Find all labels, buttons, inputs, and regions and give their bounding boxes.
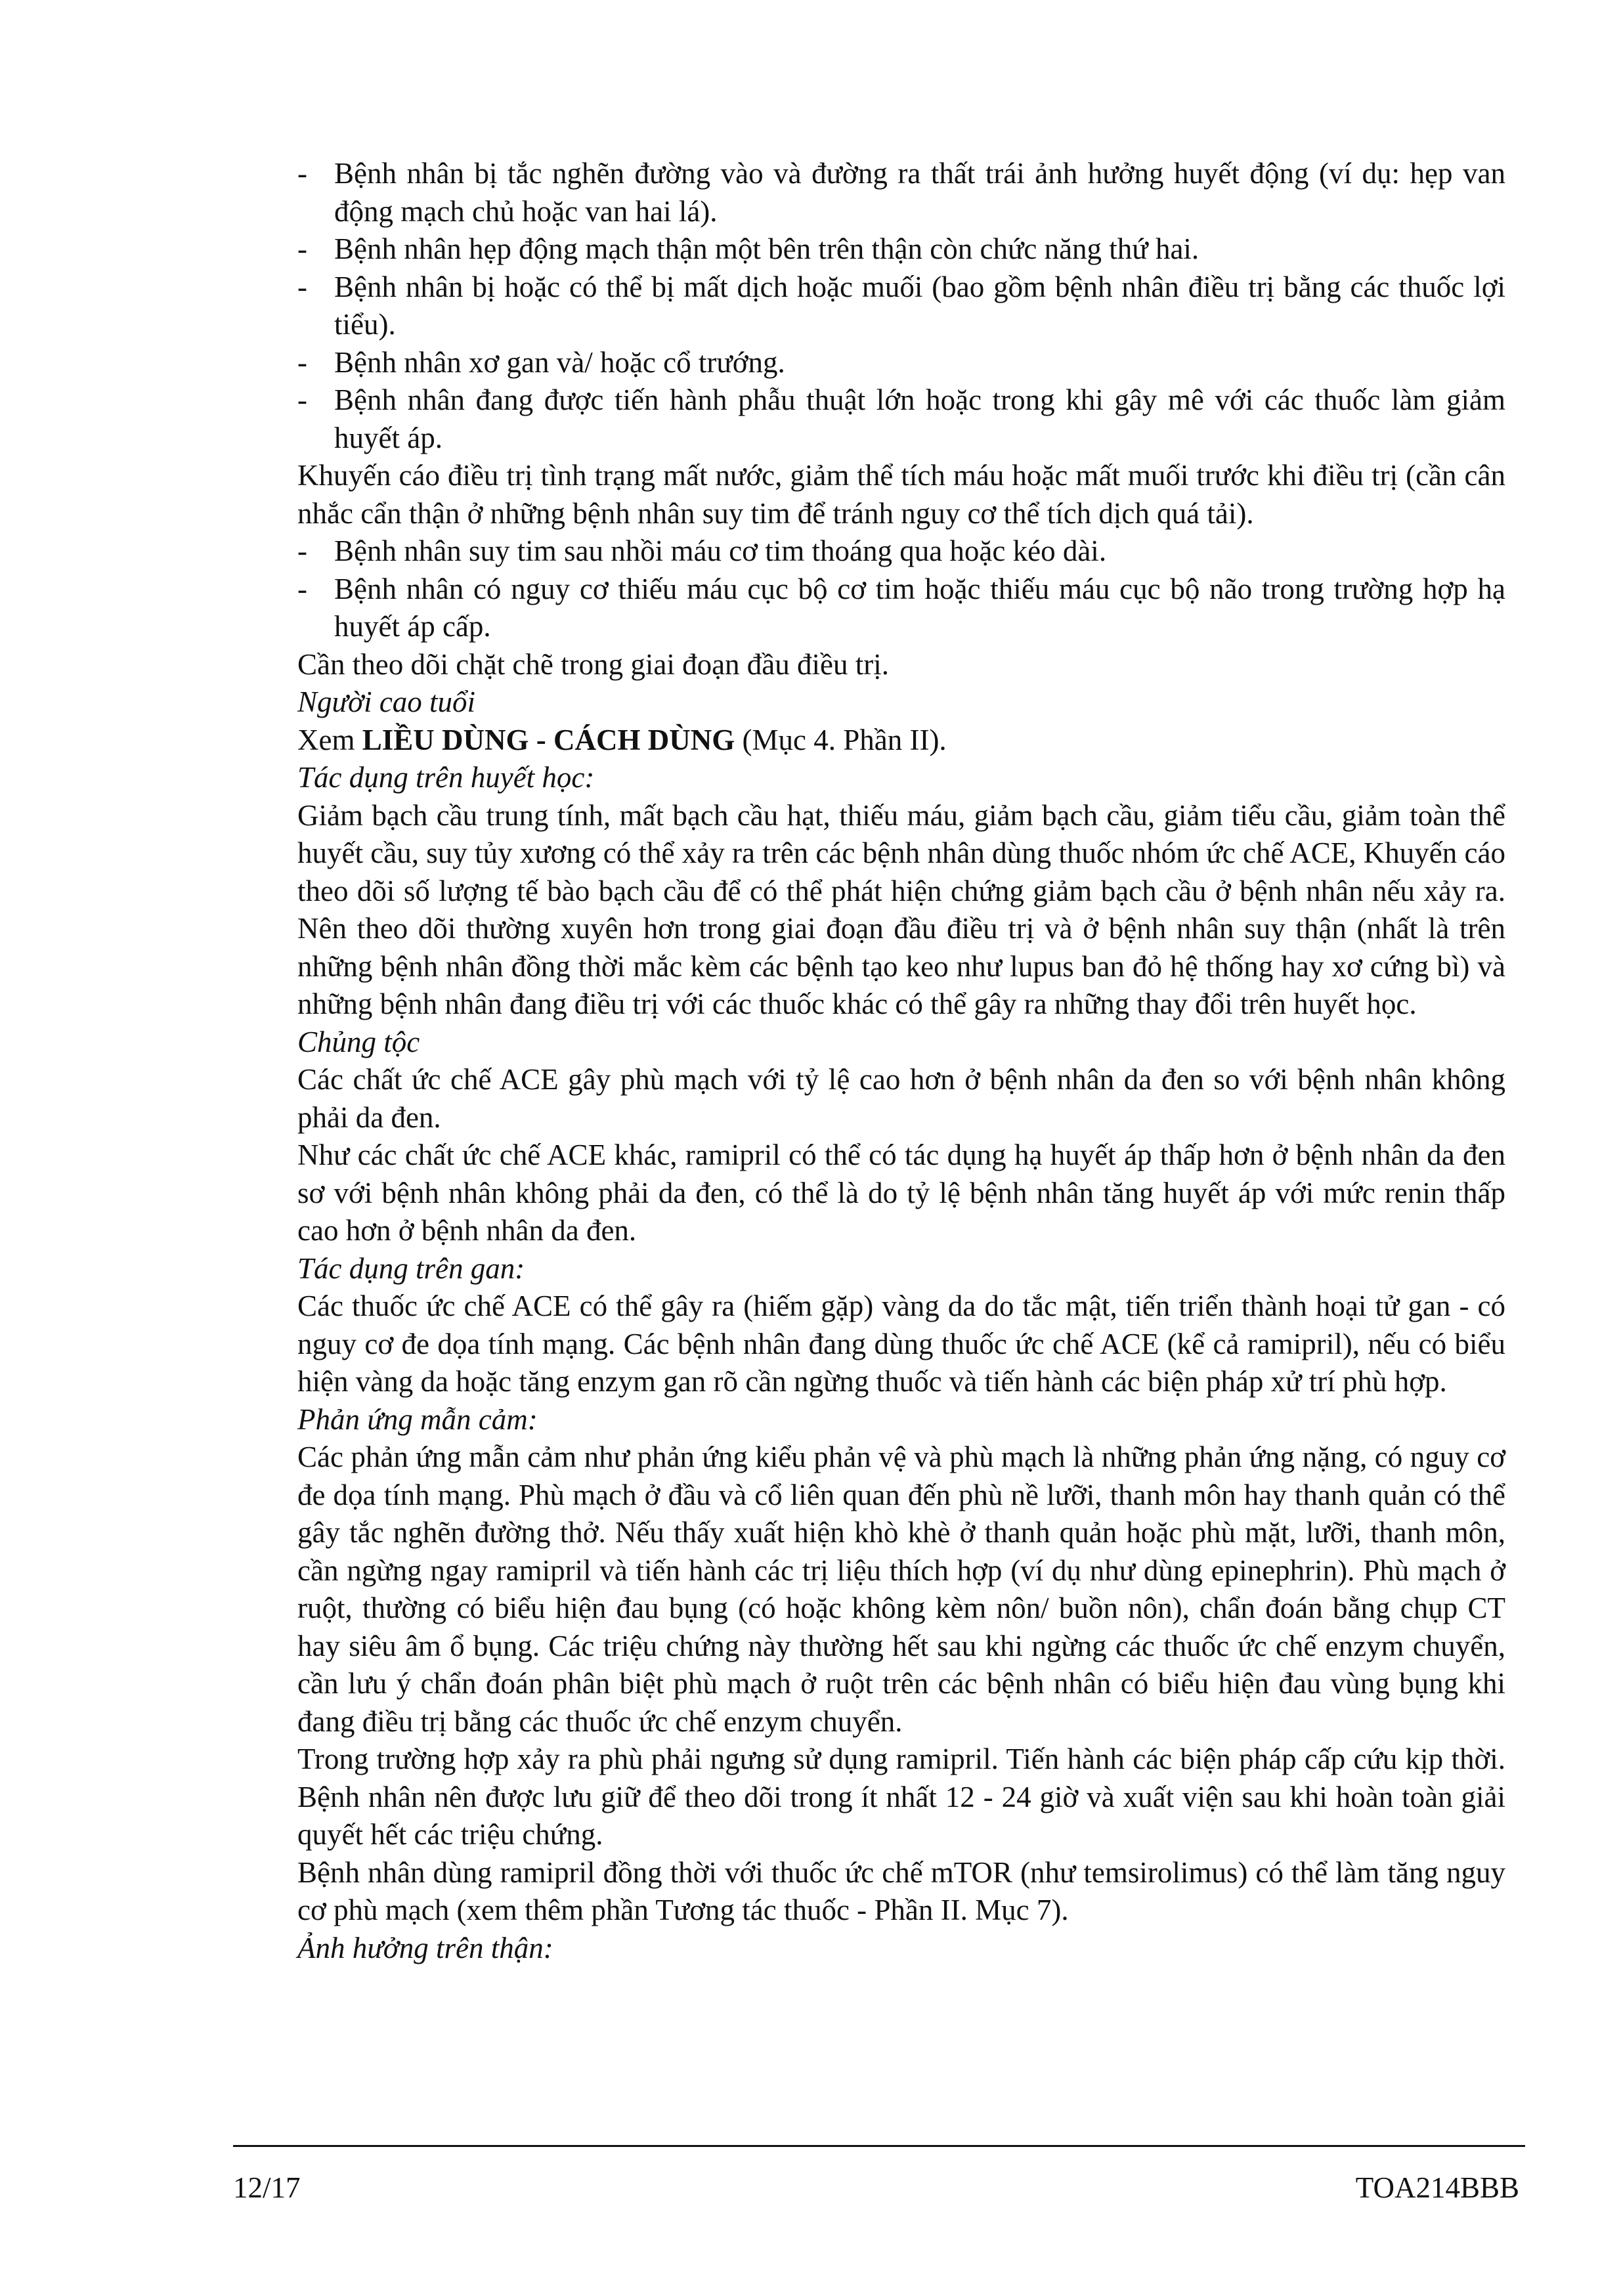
paragraph: Giảm bạch cầu trung tính, mất bạch cầu hạt, thiếu máu, giảm bạch cầu, giảm tiểu cầu, giảm toàn thể huyết cầu, suy tủy xương có thể xảy ra trên các bệnh nhân dùng thuốc nhóm ức chế ACE, Khuyến cáo theo dõi số lượng tế bào bạch cầu để có thể phát hiện chứng giảm bạch cầu ở bệnh nhân nếu xảy ra. Nên theo dõi thường xuyên hơn trong giai đoạn đầu điều trị và ở bệnh nhân suy thận (nhất là trên những bệnh nhân đồng thời mắc kèm các bệnh tạo keo như lupus ban đỏ hệ thống hay xơ cứng bì) và những bệnh nhân đang điều trị với các thuốc khác có thể gây ra những thay đổi trên huyết học. [297, 798, 1505, 1020]
section-heading-elderly: Người cao tuổi [297, 685, 476, 718]
bullet-dash: - [297, 383, 307, 416]
bullet-dash: - [297, 157, 307, 190]
section-heading-kidney: Ảnh hưởng trên thận: [297, 1931, 553, 1964]
bullet-dash: - [297, 232, 307, 265]
list-item [297, 230, 1505, 269]
paragraph-dosage-reference [297, 722, 1505, 760]
list-item [297, 381, 1505, 457]
list-item [297, 155, 1505, 230]
paragraph: Các phản ứng mẫn cảm như phản ứng kiểu phản vệ và phù mạch là những phản ứng nặng, có nguy cơ đe dọa tính mạng. Phù mạch ở đầu và cổ liên quan đến phù nề lưỡi, thanh môn hay thanh quản có thể gây tắc nghẽn đường thở. Nếu thấy xuất hiện khò khè ở thanh quản hoặc phù mặt, lưỡi, thanh môn, cần ngừng ngay ramipril và tiến hành các trị liệu thích hợp (ví dụ như dùng epinephrin). Phù mạch ở ruột, thường có biểu hiện đau bụng (có hoặc không kèm nôn/ buồn nôn), chẩn đoán bằng chụp CT hay siêu âm ổ bụng. Các triệu chứng này thường hết sau khi ngừng các thuốc ức chế enzym chuyển, cần lưu ý chẩn đoán phân biệt phù mạch ở ruột trên các bệnh nhân có biểu hiện đau vùng bụng khi đang điều trị bằng các thuốc ức chế enzym chuyển. [297, 1440, 1505, 1738]
document-body [297, 155, 1505, 1967]
paragraph-text: (Mục 4. Phần II). [735, 723, 947, 756]
document-code: TOA214BBB [1355, 2171, 1519, 2204]
list-item-text: Bệnh nhân suy tim sau nhồi máu cơ tim thoáng qua hoặc kéo dài. [334, 534, 1107, 567]
bullet-dash: - [297, 345, 307, 379]
list-item [297, 344, 1505, 382]
list-item-text: Bệnh nhân bị tắc nghẽn đường vào và đường ra thất trái ảnh hưởng huyết động (ví dụ: hẹp van động mạch chủ hoặc van hai lá). [334, 157, 1505, 228]
paragraph-text: Xem [297, 723, 362, 756]
list-item-text: Bệnh nhân hẹp động mạch thận một bên trên thận còn chức năng thứ hai. [334, 232, 1200, 265]
paragraph: Như các chất ức chế ACE khác, ramipril có thể có tác dụng hạ huyết áp thấp hơn ở bệnh nhân da đen sơ với bệnh nhân không phải da đen, có thể là do tỷ lệ bệnh nhân tăng huyết áp với mức renin thấp cao hơn ở bệnh nhân da đen. [297, 1138, 1505, 1247]
paragraph: Trong trường hợp xảy ra phù phải ngưng sử dụng ramipril. Tiến hành các biện pháp cấp cứu kịp thời. Bệnh nhân nên được lưu giữ để theo dõi trong ít nhất 12 - 24 giờ và xuất viện sau khi hoàn toàn giải quyết hết các triệu chứng. [297, 1743, 1505, 1851]
list-item-text: Bệnh nhân bị hoặc có thể bị mất dịch hoặc muối (bao gồm bệnh nhân điều trị bằng các thuốc lợi tiểu). [334, 270, 1505, 341]
list-item-text: Bệnh nhân có nguy cơ thiếu máu cục bộ cơ tim hoặc thiếu máu cục bộ não trong trường hợp hạ huyết áp cấp. [334, 572, 1505, 643]
list-item [297, 269, 1505, 344]
dosage-section-reference: LIỀU DÙNG - CÁCH DÙNG [362, 723, 735, 756]
bullet-dash: - [297, 270, 307, 303]
paragraph: Cần theo dõi chặt chẽ trong giai đoạn đầu điều trị. [297, 647, 889, 681]
section-heading-race: Chủng tộc [297, 1025, 420, 1058]
paragraph: Các chất ức chế ACE gây phù mạch với tỷ lệ cao hơn ở bệnh nhân da đen so với bệnh nhân không phải da đen. [297, 1063, 1505, 1134]
paragraph: Các thuốc ức chế ACE có thể gây ra (hiếm gặp) vàng da do tắc mật, tiến triển thành hoại tử gan - có nguy cơ đe dọa tính mạng. Các bệnh nhân đang dùng thuốc ức chế ACE (kể cả ramipril), nếu có biểu hiện vàng da hoặc tăng enzym gan rõ cần ngừng thuốc và tiến hành các biện pháp xử trí phù hợp. [297, 1289, 1505, 1398]
list-item [297, 532, 1505, 571]
section-heading-hematology: Tác dụng trên huyết học: [297, 761, 595, 794]
bullet-dash: - [297, 534, 307, 567]
list-item-text: Bệnh nhân đang được tiến hành phẫu thuật lớn hoặc trong khi gây mê với các thuốc làm giảm huyết áp. [334, 383, 1505, 454]
section-heading-hypersensitivity: Phản ứng mẫn cảm: [297, 1402, 538, 1436]
bullet-dash: - [297, 572, 307, 605]
list-item [297, 571, 1505, 646]
page-number: 12/17 [233, 2171, 301, 2204]
footer-divider [233, 2145, 1525, 2147]
section-heading-liver: Tác dụng trên gan: [297, 1251, 525, 1285]
paragraph: Bệnh nhân dùng ramipril đồng thời với thuốc ức chế mTOR (như temsirolimus) có thể làm tăng nguy cơ phù mạch (xem thêm phần Tương tác thuốc - Phần II. Mục 7). [297, 1855, 1505, 1926]
list-item-text: Bệnh nhân xơ gan và/ hoặc cổ trướng. [334, 345, 785, 379]
paragraph: Khuyến cáo điều trị tình trạng mất nước, giảm thể tích máu hoặc mất muối trước khi điều trị (cần cân nhắc cẩn thận ở những bệnh nhân suy tim để tránh nguy cơ thể tích dịch quá tải). [297, 459, 1505, 530]
